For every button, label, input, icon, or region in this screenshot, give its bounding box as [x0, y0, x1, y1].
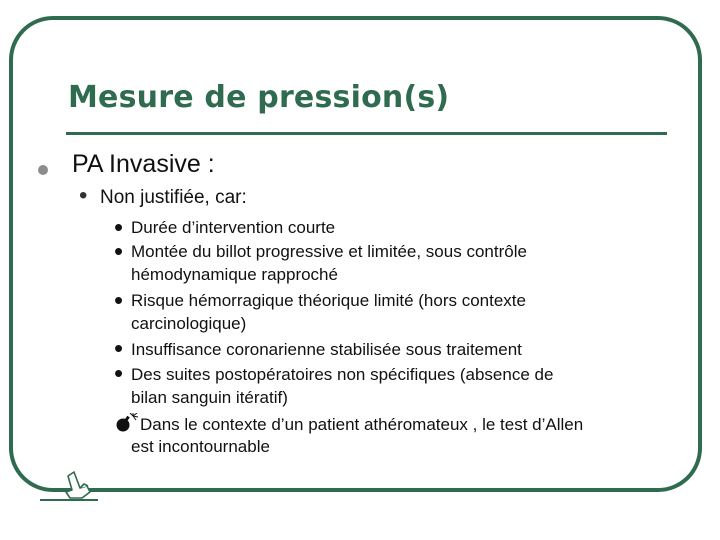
pointing-hand-icon: [40, 468, 100, 504]
list-item-line: Des suites postopératoires non spécifiques (absence de: [131, 365, 554, 384]
bullet-icon: •: [79, 182, 88, 209]
note-text-line: Dans le contexte d’un patient athéromateux , le test d’Allen: [140, 415, 584, 434]
bullet-icon: •: [114, 358, 124, 388]
bullet-dot-icon: [38, 165, 48, 175]
bullet-icon: •: [114, 212, 124, 242]
list-item-line: Risque hémorragique théorique limité (hors contexte: [131, 291, 526, 310]
bomb-icon: [116, 413, 140, 436]
list-item: [131, 338, 522, 361]
bullet-icon: •: [114, 236, 124, 266]
bullet-icon: •: [114, 333, 124, 363]
slide-title: Mesure de pression(s): [68, 80, 450, 115]
title-underline: [66, 132, 667, 135]
list-item-line: Durée d’intervention courte: [131, 218, 336, 237]
list-item-line: Insuffisance coronarienne stabilisée sous traitement: [131, 340, 522, 359]
list-item: [131, 216, 335, 239]
list-item-line: hémodynamique rapproché: [131, 265, 338, 284]
level2-heading: Non justifiée, car:: [100, 187, 247, 208]
list-item-line: Montée du billot progressive et limitée, sous contrôle: [131, 242, 527, 261]
list-item: [131, 240, 527, 286]
list-item: [131, 363, 553, 409]
bullet-icon: •: [114, 285, 124, 315]
list-item-line: bilan sanguin itératif): [131, 388, 288, 407]
list-item-line: carcinologique): [131, 314, 247, 333]
note-text-line: est incontournable: [131, 437, 270, 456]
list-item: [131, 289, 526, 335]
level1-heading: PA Invasive :: [72, 150, 215, 178]
